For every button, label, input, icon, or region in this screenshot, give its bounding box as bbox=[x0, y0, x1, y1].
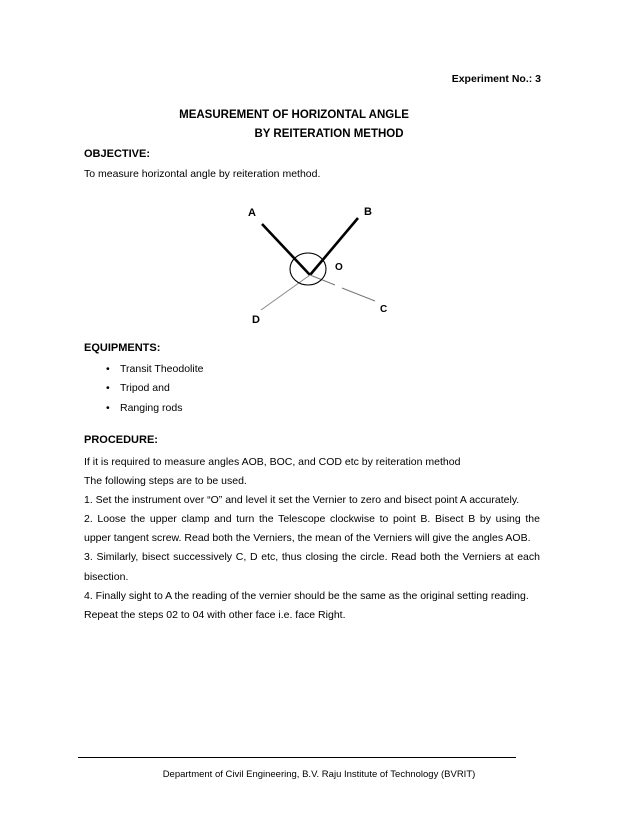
bullet-icon: • bbox=[106, 401, 110, 414]
list-item bbox=[106, 360, 203, 379]
bullet-icon: • bbox=[106, 363, 110, 375]
procedure-step-4: 4. Finally sight to A the reading of the vernier should be the same as the original setting reading. bbox=[84, 589, 529, 602]
procedure-intro-2: The following steps are to be used. bbox=[84, 475, 247, 488]
footer-text: Department of Civil Engineering, B.V. Raju Institute of Technology (BVRIT) bbox=[162, 769, 476, 780]
procedure-repeat: Repeat the steps 02 to 04 with other face i.e. face Right. bbox=[84, 608, 346, 621]
line-oc bbox=[310, 275, 335, 285]
label-o: O bbox=[335, 262, 343, 273]
label-d: D bbox=[252, 314, 260, 326]
list-item bbox=[106, 399, 203, 418]
objective-heading: OBJECTIVE: bbox=[84, 148, 151, 160]
equipment-item: Tripod and bbox=[120, 382, 170, 395]
equipment-item: Transit Theodolite bbox=[120, 363, 204, 375]
instrument-circle bbox=[290, 253, 326, 285]
procedure-step-1: 1. Set the instrument over “O” and level it set the Vernier to zero and bisect point A accurately. bbox=[84, 494, 520, 507]
bullet-icon: • bbox=[106, 382, 110, 395]
label-a: A bbox=[248, 207, 256, 219]
objective-text: To measure horizontal angle by reiteration method. bbox=[84, 168, 321, 180]
experiment-number: Experiment No.: 3 bbox=[451, 73, 541, 85]
label-b: B bbox=[364, 206, 372, 218]
procedure-body bbox=[84, 453, 540, 625]
equipment-item: Ranging rods bbox=[120, 401, 183, 414]
procedure-step-3: 3. Similarly, bisect successively C, D etc, thus closing the circle. Read both the Verniers at each bisection. bbox=[84, 551, 540, 583]
procedure-heading: PROCEDURE: bbox=[84, 434, 158, 446]
angle-diagram bbox=[235, 198, 405, 330]
line-ob bbox=[310, 218, 358, 275]
label-c: C bbox=[380, 304, 388, 315]
equipments-list bbox=[106, 360, 203, 418]
procedure-intro: If it is required to measure angles AOB, BOC, and COD etc by reiteration method bbox=[84, 456, 461, 468]
line-oa bbox=[262, 224, 310, 275]
procedure-step-2: 2. Loose the upper clamp and turn the Telescope clockwise to point B. Bisect B by using the upper tangent screw. Read both the Verniers, the mean of the Verniers will give the angles AOB. bbox=[84, 513, 540, 545]
footer-divider bbox=[78, 757, 516, 758]
equipments-heading: EQUIPMENTS: bbox=[84, 342, 161, 354]
title-line-1: MEASUREMENT OF HORIZONTAL ANGLE bbox=[179, 109, 409, 121]
list-item bbox=[106, 379, 203, 398]
title-line-2: BY REITERATION METHOD bbox=[254, 128, 404, 140]
line-od bbox=[261, 275, 310, 310]
line-oc-far bbox=[342, 288, 375, 301]
